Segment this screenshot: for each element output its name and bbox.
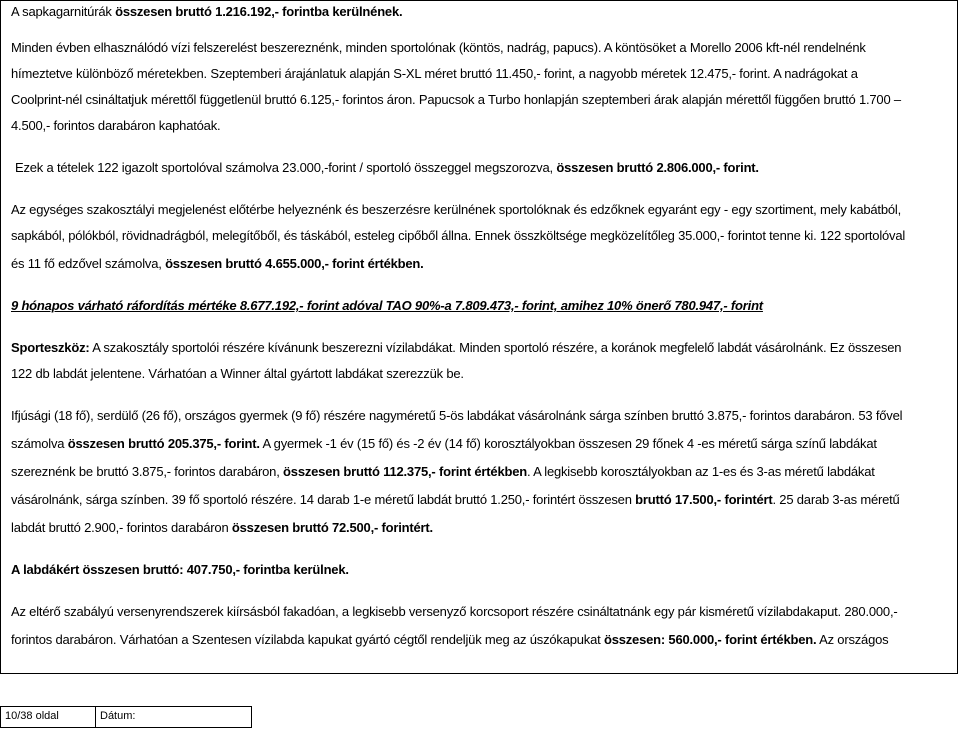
kit-line-3: Coolprint-nél csináltatjuk mérettől függetlenül bruttó 6.125,- forintos áron. Papucsok a Turbo honlapján szeptemberi árak alapján mérettől függően bruttó 1.700 – xyxy=(11,92,901,107)
balls-line-3 xyxy=(11,464,875,480)
bold-text: összesen bruttó 112.375,- forint értékben xyxy=(283,464,527,479)
balls-line-4 xyxy=(11,492,900,508)
kit-line-4: 4.500,- forintos darabáron kaphatóak. xyxy=(11,118,221,133)
text: számolva xyxy=(11,436,68,451)
goals-line-2 xyxy=(11,632,888,648)
bold-text: összesen bruttó 72.500,- forintért. xyxy=(231,520,433,535)
equipment-label: Sporteszköz: xyxy=(11,340,90,355)
sapka-total-line xyxy=(11,4,402,20)
text: Ezek a tételek 122 igazolt sportolóval számolva 23.000,-forint / sportoló összeggel megszorozva, xyxy=(15,160,557,175)
text: labdát bruttó 2.900,- forintos darabáron xyxy=(11,520,232,535)
text: forintos darabáron. Várhatóan a Szentesen vízilabda kapukat gyártó cégtől rendeljük meg az úszókapukat xyxy=(11,632,604,647)
kit-line-1: Minden évben elhasználódó vízi felszerelést beszereznénk, minden sportolónak (köntös, nadrág, papucs). A köntösöket a Morello 2006 kft-nél rendelnénk xyxy=(11,40,866,55)
text: Az országos xyxy=(816,632,889,647)
bold-text: összesen bruttó 1.216.192,- forintba kerülnének. xyxy=(115,4,403,19)
text: és 11 fő edzővel számolva, xyxy=(11,256,166,271)
uniform-line-2: sapkából, pólókból, rövidnadrágból, melegítőből, és táskából, esteleg cipőből állna. Ennek összköltsége megközelítőleg 35.000,- forintot tenne ki. 122 sportolóval xyxy=(11,228,906,243)
items-total-line xyxy=(15,160,759,176)
nine-month-summary: 9 hónapos várható ráfordítás mértéke 8.677.192,- forint adóval TAO 90%-a 7.809.473,- forint, amihez 10% önerő 780.947,- forint xyxy=(11,298,763,313)
text: A szakosztály sportolói részére kívánunk beszerezni vízilabdákat. Minden sportoló részére, a koránok megfelelő labdát vásárolnánk. Ez összesen xyxy=(89,340,902,355)
kit-line-2: hímeztetve különböző méretekben. Szeptemberi árajánlatuk alapján S-XL méret bruttó 11.450,- forint, a nagyobb méretek 12.475,- forint. A nadrágokat a xyxy=(11,66,858,81)
uniform-line-3 xyxy=(11,256,424,272)
bold-text: összesen: 560.000,- forint értékben. xyxy=(603,632,817,647)
equipment-line-2: 122 db labdát jelentene. Várhatóan a Winner által gyártott labdákat szerezzük be. xyxy=(11,366,464,381)
uniform-line-1: Az egységes szakosztályi megjelenést előtérbe helyeznénk és beszerzésre kerülnének sportolóknak és edzőknek egyaránt egy - egy szortiment, mely kabátból, xyxy=(11,202,902,217)
balls-line-5 xyxy=(11,520,433,536)
text: A sapkagarnitúrák xyxy=(11,4,116,19)
balls-line-2 xyxy=(11,436,877,452)
page-footer xyxy=(0,706,252,728)
balls-total: A labdákért összesen bruttó: 407.750,- forintba kerülnek. xyxy=(11,562,349,577)
date-label: Dátum: xyxy=(100,710,136,722)
bold-text: összesen bruttó 2.806.000,- forint. xyxy=(556,160,759,175)
bold-text: bruttó 17.500,- forintért xyxy=(635,492,773,507)
bold-text: összesen bruttó 205.375,- forint. xyxy=(67,436,260,451)
bold-text: összesen bruttó 4.655.000,- forint értékben. xyxy=(165,256,424,271)
page-number: 10/38 oldal xyxy=(1,707,96,727)
text: szereznénk be bruttó 3.875,- forintos darabáron, xyxy=(11,464,284,479)
goals-line-1: Az eltérő szabályú versenyrendszerek kiírsásból fakadóan, a legkisebb versenyző korcsoport részére csináltatnánk egy pár kisméretű vízilabdakaput. 280.000,- xyxy=(11,604,898,619)
text: vásárolnánk, sárga színben. 39 fő sportoló részére. 14 darab 1-e méretű labdát bruttó 1.250,- forintért összesen xyxy=(11,492,636,507)
text: . A legkisebb korosztályokban az 1-es és 3-as méretű labdákat xyxy=(526,464,875,479)
text: . 25 darab 3-as méretű xyxy=(772,492,900,507)
equipment-line-1 xyxy=(11,340,901,356)
balls-line-1: Ifjúsági (18 fő), serdülő (26 fő), országos gyermek (9 fő) részére nagyméretű 5-ös labdákat vásárolnánk sárga színben bruttó 3.875,- forintos darabáron. 53 fővel xyxy=(11,408,903,423)
text: A gyermek -1 év (15 fő) és -2 év (14 fő) korosztályokban összesen 29 főnek 4 -es méretű sárga színű labdákat xyxy=(259,436,877,451)
